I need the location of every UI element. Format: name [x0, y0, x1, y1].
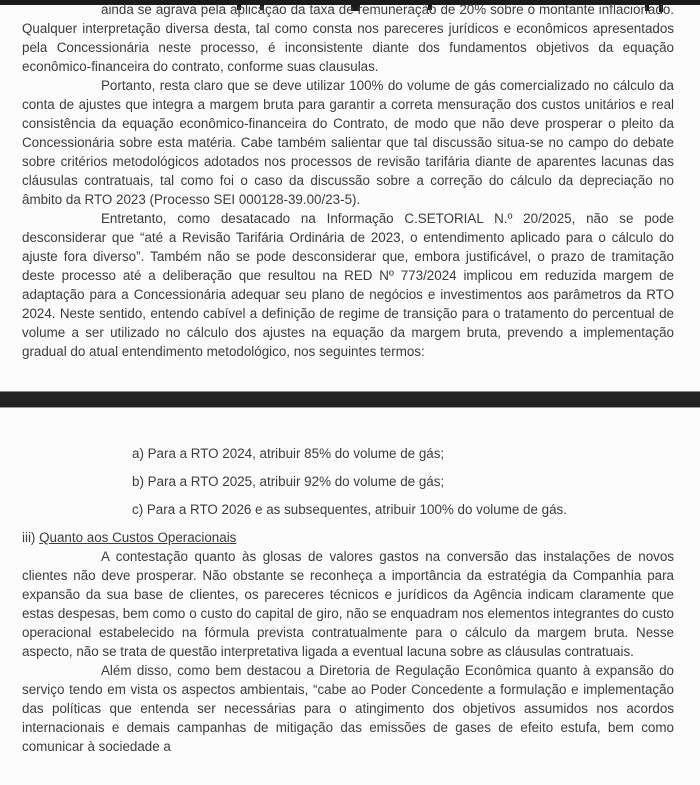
paragraph-contestacao: A contestação quanto às glosas de valores gastos na conversão das instalações de novos clientes não deve prosperar. Não obstante se reconheça a importância da estratégia da Companhia para expansão da sua base de clientes, os pareceres técnicos e jurídicos da Agência indicam claramente que estas despesas, bem como o custo do capital de giro, não se enquadram nos elementos integrantes do custo operacional estabelecido na fórmula prevista contratualmente para o cálculo da margem bruta. Nesse aspecto, não se trata de questão interpretativa ligada a eventual lacuna sobre as cláusulas contratuais.: [22, 549, 674, 659]
list-item-c: c) Para a RTO 2026 e as subsequentes, atribuir 100% do volume de gás.: [132, 502, 567, 517]
redaction-bar-middle: [0, 391, 700, 408]
list-item-b: b) Para a RTO 2025, atribuir 92% do volume de gás;: [132, 474, 445, 489]
paragraph-alem-disso: Além disso, como bem destacou a Diretoria de Regulação Econômica quanto à expansão do serviço tendo em vista os aspectos ambientais, “cabe ao Poder Concedente a formulação e implementação das políticas que entenda ser necessárias para o atingimento dos objetivos assumidos nos acordos internacionais e demais campanhas de mitigação das emissões de gases de efeito estufa, bem como comunicar à sociedade a: [22, 663, 674, 754]
paragraph-portanto: Portanto, resta claro que se deve utilizar 100% do volume de gás comercializado no cálculo da conta de ajustes que integra a margem bruta para garantir a correta mensuração dos custos unitários e real consistência da equação econômico-financeira do Contrato, de modo que não deve prosperar o pleito da Concessionária sobre esta matéria. Cabe também salientar que tal discussão situa-se no campo do debate sobre critérios metodológicos adotados nos processos de revisão tarifária diante de aparentes lacunas das cláusulas contratuais, tal como foi o caso da discussão sobre a correção do cálculo da depreciação no âmbito da RTO 2023 (Processo SEI 000128-39.00/23-5).: [22, 78, 674, 207]
section-heading-title: Quanto aos Custos Operacionais: [39, 530, 237, 545]
section-heading-prefix: iii): [22, 530, 40, 545]
list-item-a: a) Para a RTO 2024, atribuir 85% do volume de gás;: [132, 446, 445, 461]
paragraph-entretanto: Entretanto, como desatacado na Informação C.SETORIAL N.º 20/2025, não se pode desconsiderar que “até a Revisão Tarifária Ordinária de 2023, o entendimento aplicado para o cálculo do ajuste fora diverso”. Também não se pode desconsiderar que, embora justificável, o prazo de tramitação deste processo até a deliberação que resultou na RED Nº 773/2024 implicou em reduzida margem de adaptação para a Concessionária adequar seu plano de negócios e investimentos aos parâmetros da RTO 2024. Neste sentido, entendo cabível a definição de regime de transição para o tratamento do percentual de volume a ser utilizado no cálculo dos ajustes na equação da margem bruta, prevendo a implementação gradual do atual entendimento metodológico, nos seguintes termos:: [22, 211, 674, 359]
paragraph-continuation: ainda se agrava pela aplicação da taxa de remuneração de 20% sobre o montante inflacionado. Qualquer interpretação diversa desta, tal como consta nos pareceres jurídicos e econômicos apresentados pela Concessionária neste processo, é inconsistente diante dos fundamentos objetivos da equação econômico-financeira do contrato, conforme suas clausulas.: [22, 2, 674, 74]
section-heading-custos-operacionais: [22, 528, 674, 547]
document-body: [22, 0, 674, 756]
transition-terms-list: [22, 444, 674, 519]
